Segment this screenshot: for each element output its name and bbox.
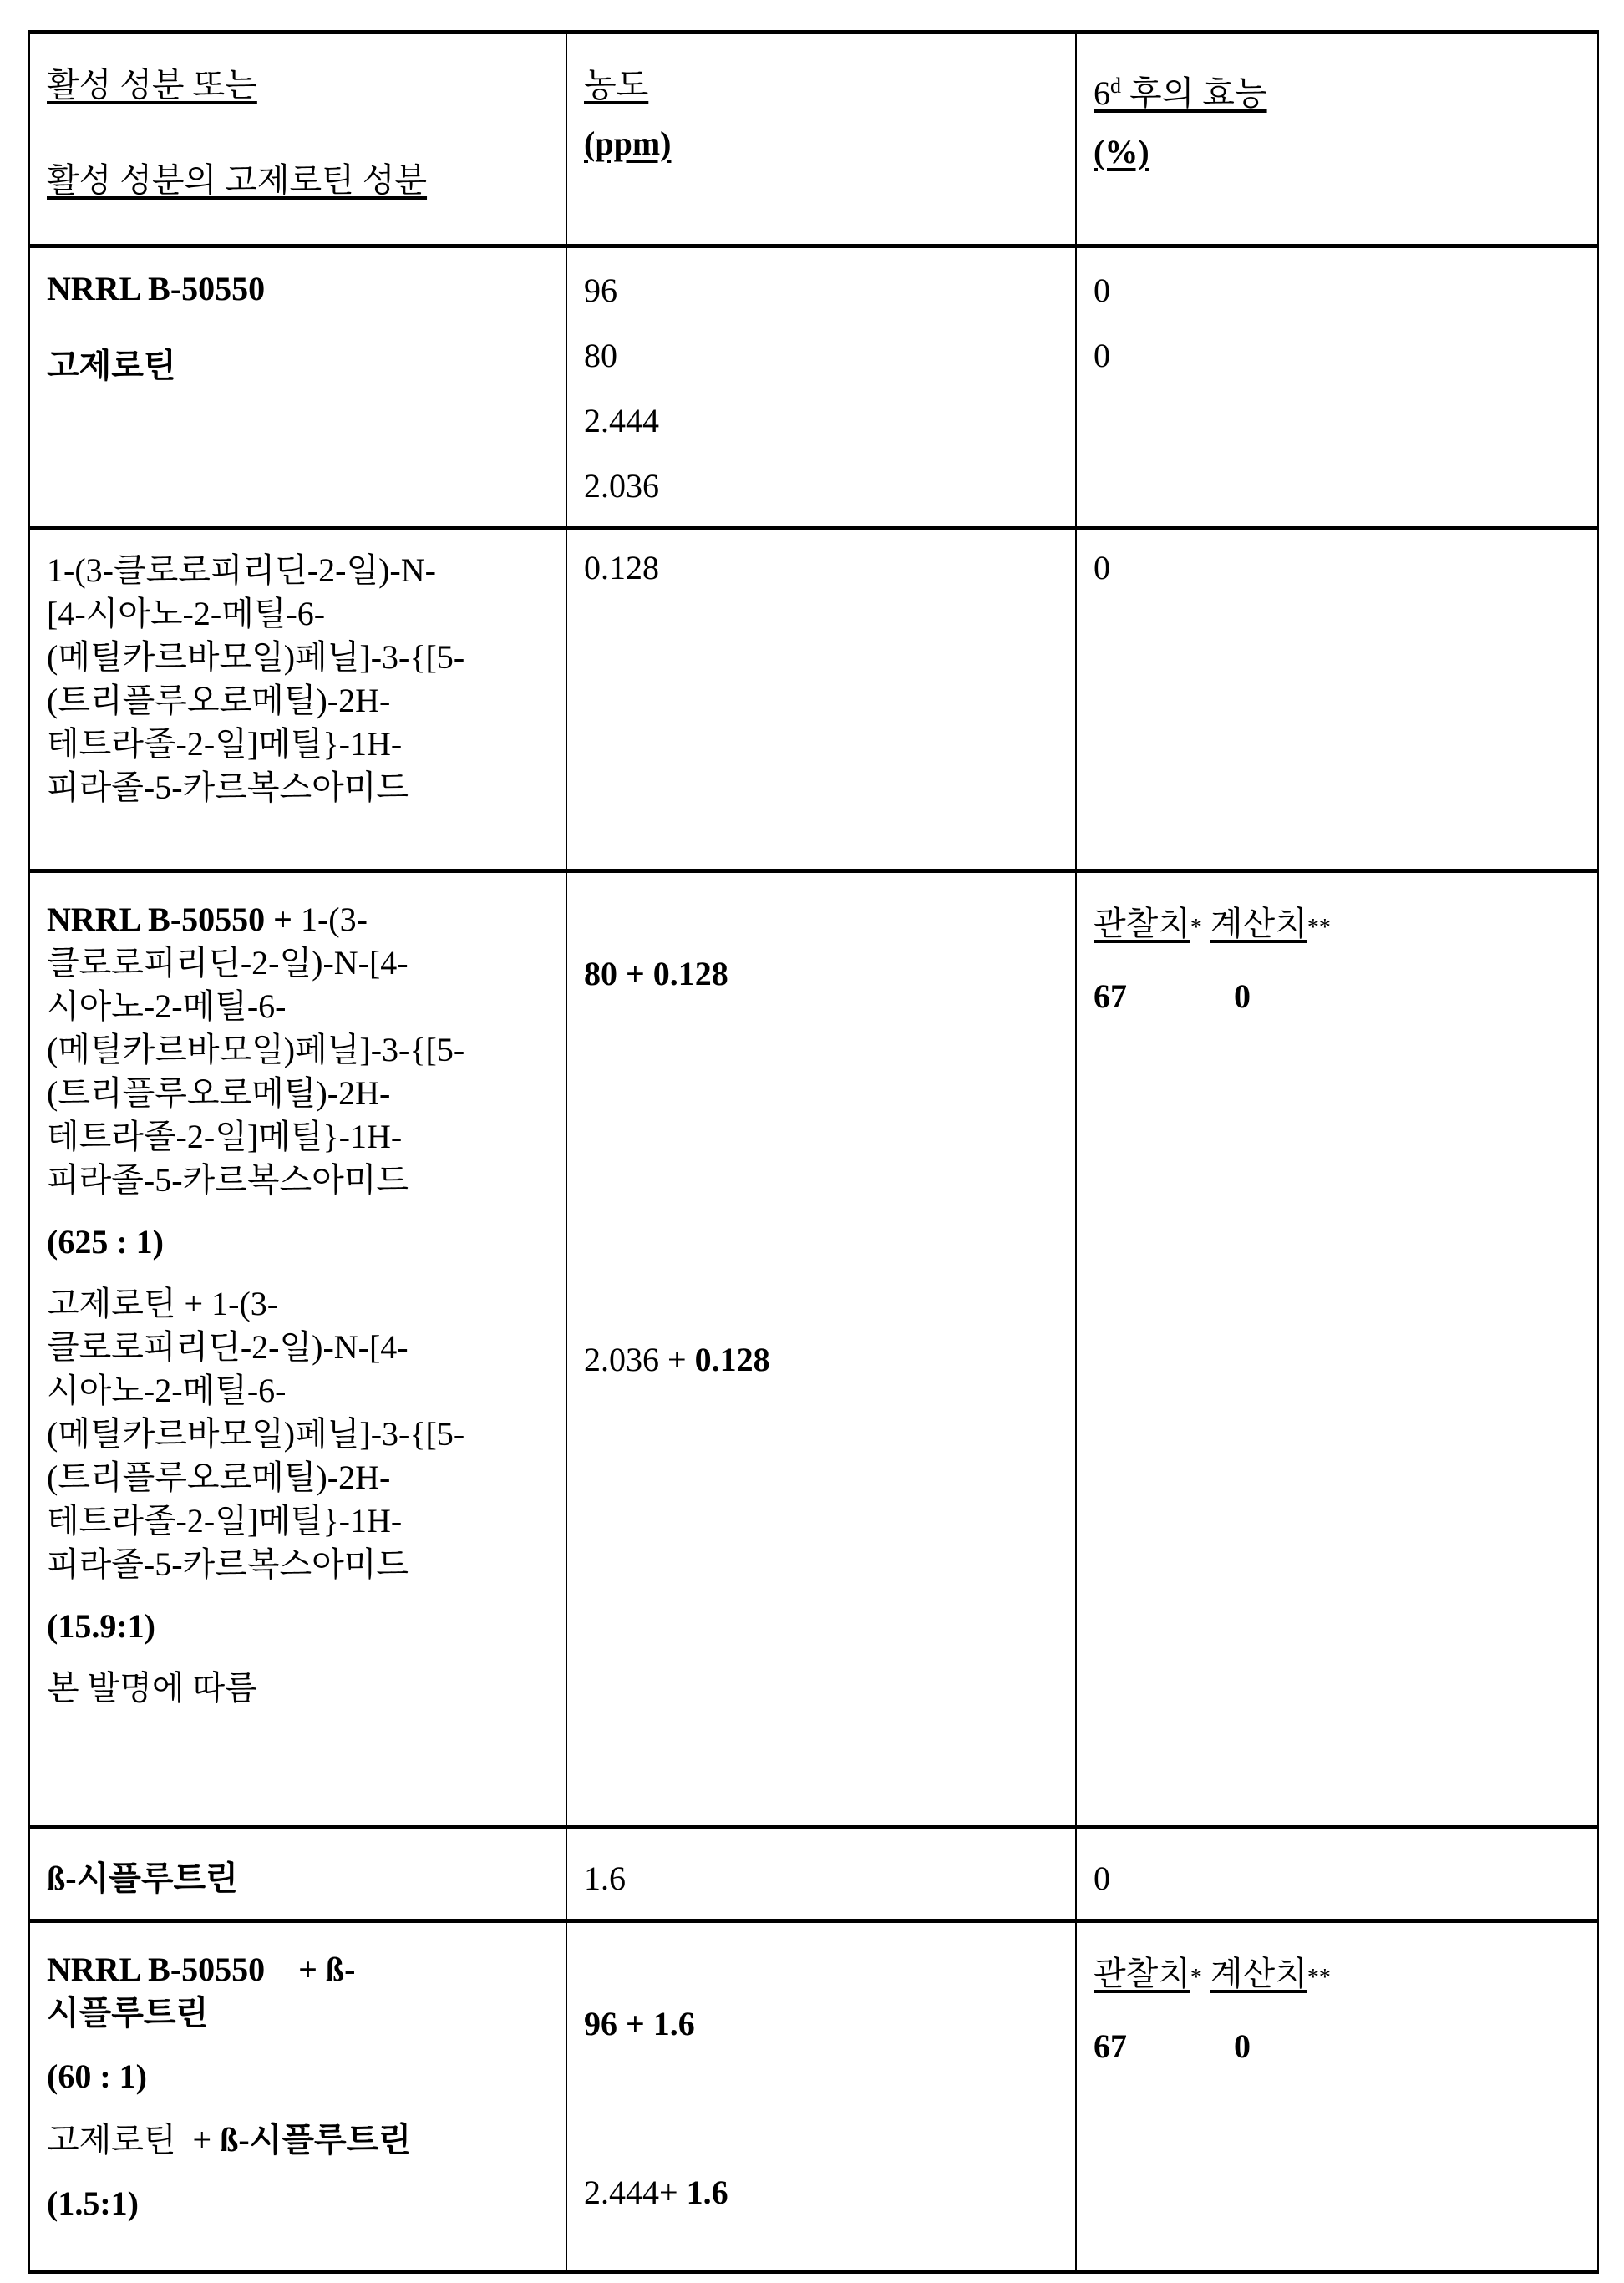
row5-ingredient	[29, 1921, 566, 2272]
header-col3-line1: 6$^d$ 후의 효능	[1094, 74, 1267, 112]
row4-efficacy	[1076, 1828, 1598, 1921]
ingredient-line: (메틸카르바모일)페닐]-3-{[5-	[47, 638, 465, 676]
header-col2-line1: 농도	[584, 66, 649, 104]
efficacy-table	[28, 30, 1599, 2274]
ingredient-cyfluthrin: ß-시플루트린	[47, 1859, 238, 1897]
ingredient-line: [4-시아노-2-메틸-6-	[47, 595, 326, 632]
conc-value: 2.444	[584, 402, 659, 439]
table-row	[29, 529, 1598, 871]
ingredient-line: 테트라졸-2-일]메틸}-1H-	[47, 1502, 403, 1540]
row1-ingredient	[29, 246, 566, 529]
ingredient-line: (트리플루오로메틸)-2H-	[47, 1074, 391, 1112]
row3-concentration	[566, 871, 1076, 1828]
header-efficacy	[1076, 33, 1598, 246]
ingredient-line: 시아노-2-메틸-6-	[47, 1372, 287, 1409]
header-active-ingredient	[29, 33, 566, 246]
row5-efficacy	[1076, 1921, 1598, 2272]
header-col3-line2: (%)	[1094, 133, 1149, 170]
ratio-label: (15.9:1)	[47, 1607, 155, 1645]
mixture2-line1: 고제로틴 + 1-(3-	[47, 1285, 279, 1322]
efficacy-value: 0	[1094, 549, 1110, 586]
ingredient-line: 피라졸-5-카르복스아미드	[47, 1545, 409, 1583]
mixture1-line1: NRRL B-50550 + 1-(3-	[47, 901, 368, 938]
header-col2-line2: (ppm)	[584, 124, 672, 162]
row2-ingredient	[29, 529, 566, 871]
ingredient-line: 시아노-2-메틸-6-	[47, 987, 287, 1025]
ingredient-line: 클로로피리딘-2-일)-N-[4-	[47, 1328, 409, 1366]
ingredient-gozerotin: 고제로틴	[47, 347, 176, 384]
header-col1-line2: 활성 성분의 고제로틴 성분	[47, 161, 428, 199]
ratio-label: (625 : 1)	[47, 1223, 164, 1261]
ingredient-line: (트리플루오로메틸)-2H-	[47, 1459, 391, 1496]
table-row	[29, 1828, 1598, 1921]
row3-ingredient	[29, 871, 566, 1828]
conc-value: 96 + 1.6	[584, 2005, 695, 2042]
mixture1-line2: 시플루트린	[47, 1994, 209, 2032]
conc-value: 2.036	[584, 467, 659, 505]
invention-note: 본 발명에 따름	[47, 1669, 257, 1707]
ingredient-line: (메틸카르바모일)페닐]-3-{[5-	[47, 1415, 465, 1453]
table-row	[29, 1921, 1598, 2272]
ingredient-line: 피라졸-5-카르복스아미드	[47, 769, 409, 806]
row1-concentration	[566, 246, 1076, 529]
row3-efficacy	[1076, 871, 1598, 1828]
ingredient-line: 1-(3-클로로피리딘-2-일)-N-	[47, 551, 436, 589]
ingredient-line: 테트라졸-2-일]메틸}-1H-	[47, 1118, 403, 1155]
conc-value: 0.128	[584, 549, 659, 586]
row2-efficacy	[1076, 529, 1598, 871]
obs-calc-labels: 관찰치* 계산치**	[1094, 905, 1331, 942]
table-row	[29, 871, 1598, 1828]
obs-calc-values: 67 0	[1094, 977, 1251, 1015]
conc-value: 2.444+ 1.6	[584, 2174, 728, 2211]
ratio-label: (1.5:1)	[47, 2184, 139, 2222]
header-row	[29, 33, 1598, 246]
ingredient-line: (트리플루오로메틸)-2H-	[47, 682, 391, 719]
ingredient-line: 클로로피리딘-2-일)-N-[4-	[47, 944, 409, 982]
row1-efficacy	[1076, 246, 1598, 529]
mixture1-line1: NRRL B-50550 + ß-	[47, 1951, 356, 1988]
obs-calc-values: 67 0	[1094, 2027, 1251, 2065]
ingredient-line: 테트라졸-2-일]메틸}-1H-	[47, 725, 403, 763]
row2-concentration	[566, 529, 1076, 871]
obs-calc-labels: 관찰치* 계산치**	[1094, 1955, 1331, 1992]
conc-value: 96	[584, 271, 617, 309]
ratio-label: (60 : 1)	[47, 2057, 147, 2095]
header-concentration	[566, 33, 1076, 246]
ingredient-line: 피라졸-5-카르복스아미드	[47, 1161, 409, 1199]
row4-ingredient	[29, 1828, 566, 1921]
ingredient-nrrl: NRRL B-50550	[47, 270, 266, 307]
efficacy-value: 0	[1094, 1859, 1110, 1897]
conc-value: 80	[584, 337, 617, 374]
mixture2-line1: 고제로틴 + ß-시플루트린	[47, 2121, 411, 2159]
efficacy-value: 0	[1094, 271, 1110, 309]
header-col1-line1: 활성 성분 또는	[47, 66, 257, 104]
conc-value: 80 + 0.128	[584, 955, 728, 992]
efficacy-value: 0	[1094, 337, 1110, 374]
conc-value: 1.6	[584, 1859, 626, 1897]
table-row	[29, 246, 1598, 529]
ingredient-line: (메틸카르바모일)페닐]-3-{[5-	[47, 1031, 465, 1068]
row4-concentration	[566, 1828, 1076, 1921]
conc-value: 2.036 + 0.128	[584, 1341, 770, 1378]
row5-concentration	[566, 1921, 1076, 2272]
